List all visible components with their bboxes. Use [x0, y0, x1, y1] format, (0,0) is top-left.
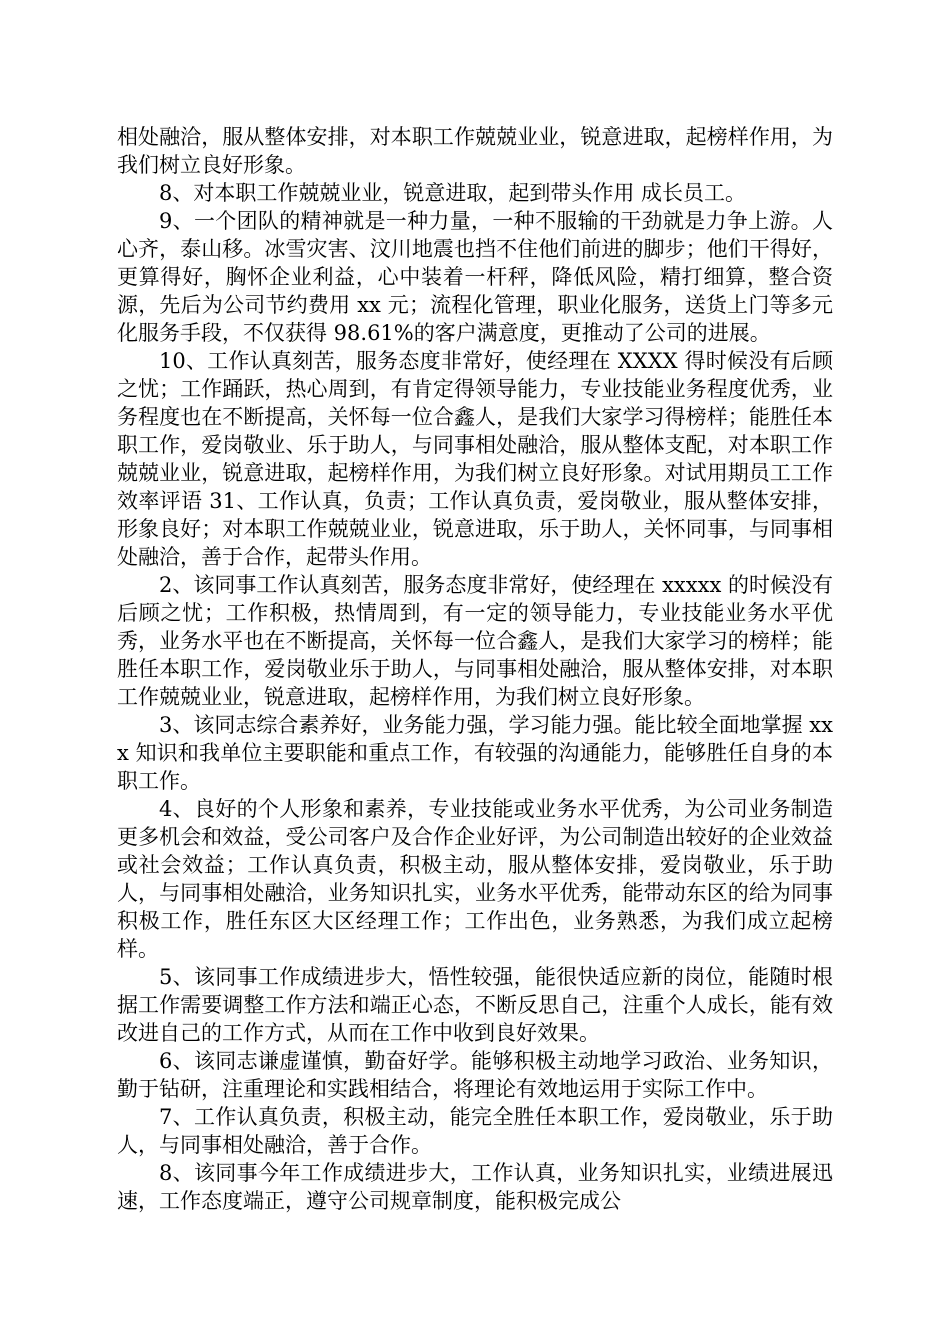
document-body: [117, 123, 833, 1215]
paragraph: 3、该同志综合素养好，业务能力强，学习能力强。能比较全面地掌握 xxx 知识和我单位主要职能和重点工作，有较强的沟通能力，能够胜任自身的本职工作。: [117, 713, 833, 793]
paragraph: 9、一个团队的精神就是一种力量，一种不服输的干劲就是力争上游。人心齐，泰山移。冰雪灾害、汶川地震也挡不住他们前进的脚步；他们干得好，更算得好，胸怀企业利益，心中装着一杆秤，降低风险，精打细算，整合资源，先后为公司节约费用 xx 元；流程化管理，职业化服务，送货上门等多元化服务手段，不仅获得 98.61%的客户满意度，更推动了公司的进展。: [117, 209, 833, 345]
paragraph: 2、该同事工作认真刻苦，服务态度非常好，使经理在 xxxxx 的时候没有后顾之忧；工作积极，热情周到，有一定的领导能力，专业技能业务水平优秀，业务水平也在不断提高，关怀每一位合鑫人，是我们大家学习的榜样；能胜任本职工作，爱岗敬业乐于助人，与同事相处融洽，服从整体安排，对本职工作兢兢业业，锐意进取，起榜样作用，为我们树立良好形象。: [117, 573, 833, 709]
paragraph: 5、该同事工作成绩进步大，悟性较强，能很快适应新的岗位，能随时根据工作需要调整工作方法和端正心态，不断反思自己，注重个人成长，能有效改进自己的工作方式，从而在工作中收到良好效果。: [117, 965, 833, 1045]
paragraph: 8、对本职工作兢兢业业，锐意进取，起到带头作用 成长员工。: [159, 181, 747, 205]
paragraph: 8、该同事今年工作成绩进步大，工作认真，业务知识扎实，业绩进展迅速，工作态度端正，遵守公司规章制度，能积极完成公: [117, 1161, 833, 1213]
paragraph: 10、工作认真刻苦，服务态度非常好，使经理在 XXXX 得时候没有后顾之忧；工作踊跃，热心周到，有肯定得领导能力，专业技能业务程度优秀，业务程度也在不断提高，关怀每一位合鑫人，是我们大家学习得榜样；能胜任本职工作，爱岗敬业、乐于助人，与同事相处融洽，服从整体支配，对本职工作兢兢业业，锐意进取，起榜样作用，为我们树立良好形象。对试用期员工工作效率评语 31、工作认真，负责；工作认真负责，爱岗敬业，服从整体安排，形象良好；对本职工作兢兢业业，锐意进取，乐于助人，关怀同事，与同事相处融洽，善于合作，起带头作用。: [117, 349, 833, 569]
paragraph: 6、该同志谦虚谨慎，勤奋好学。能够积极主动地学习政治、业务知识，勤于钻研，注重理论和实践相结合，将理论有效地运用于实际工作中。: [117, 1049, 833, 1101]
paragraph: 4、良好的个人形象和素养，专业技能或业务水平优秀，为公司业务制造更多机会和效益，受公司客户及合作企业好评，为公司制造出较好的企业效益或社会效益；工作认真负责，积极主动，服从整体安排，爱岗敬业，乐于助人，与同事相处融洽，业务知识扎实，业务水平优秀，能带动东区的给为同事积极工作，胜任东区大区经理工作；工作出色，业务熟悉，为我们成立起榜样。: [117, 797, 833, 961]
paragraph: 7、工作认真负责，积极主动，能完全胜任本职工作，爱岗敬业，乐于助人，与同事相处融洽，善于合作。: [117, 1105, 833, 1157]
paragraph: 相处融洽，服从整体安排，对本职工作兢兢业业，锐意进取，起榜样作用，为我们树立良好形象。: [117, 125, 833, 177]
